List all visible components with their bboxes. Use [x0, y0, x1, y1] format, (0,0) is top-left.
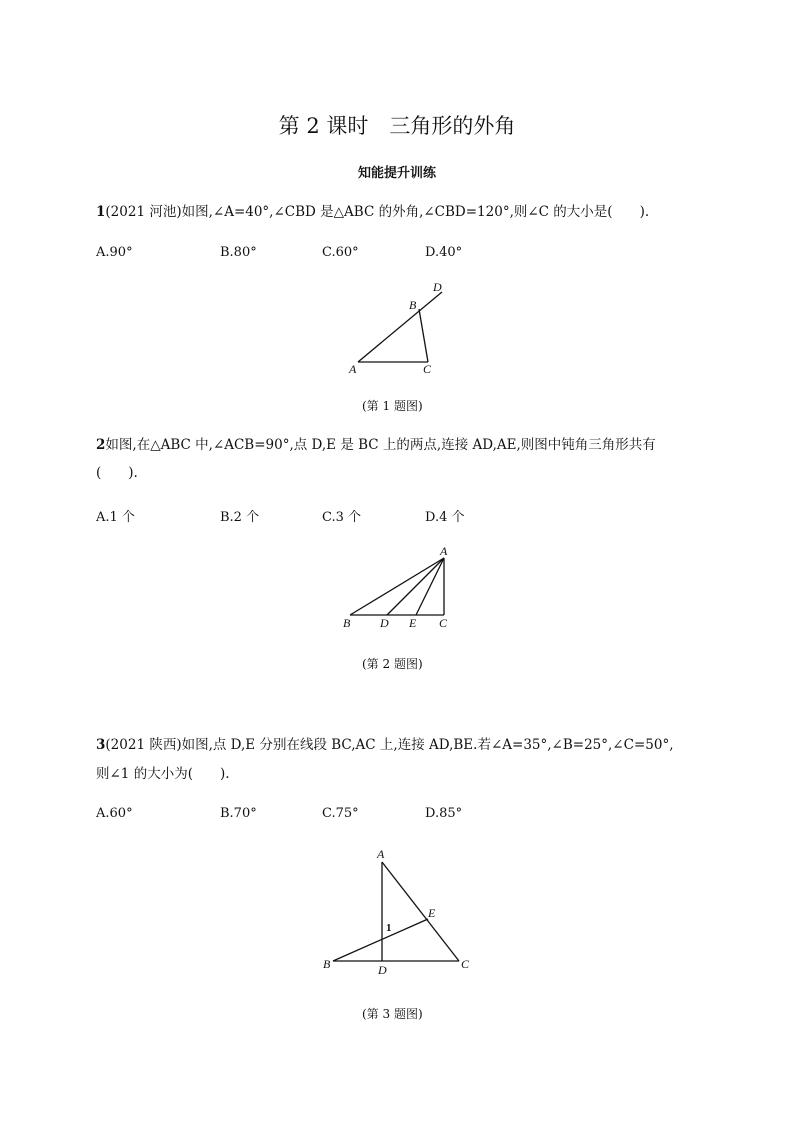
fig3-line-be: [333, 919, 428, 961]
fig1-label-d: D: [433, 280, 442, 294]
question-2-option-c: C.3 个: [322, 510, 362, 525]
question-3-body-line2: 则∠1 的大小为( ).: [96, 766, 230, 782]
question-3-option-a: A.60°: [96, 806, 133, 821]
figure-1-caption: (第 1 题图): [362, 399, 423, 413]
fig2-label-c: C: [439, 616, 448, 630]
question-2-body-line1: 如图,在△ABC 中,∠ACB=90°,点 D,E 是 BC 上的两点,连接 AD,AE,则图中钝角三角形共有: [105, 437, 656, 453]
question-2-option-a: A.1 个: [96, 510, 135, 525]
question-1-body: (2021 河池)如图,∠A=40°,∠CBD 是△ABC 的外角,∠CBD=120°,则∠C 的大小是( ).: [105, 204, 650, 220]
figure-3-caption: (第 3 题图): [362, 1007, 423, 1021]
fig3-label-c: C: [461, 957, 470, 971]
question-2-option-b: B.2 个: [220, 510, 260, 525]
fig1-label-c: C: [423, 362, 432, 376]
fig3-label-d: D: [378, 963, 387, 977]
section-subtitle: 知能提升训练: [357, 166, 436, 181]
question-2-body-line2: ( ).: [96, 465, 138, 481]
question-3-option-d: D.85°: [425, 806, 463, 821]
question-1-option-a: A.90°: [96, 245, 133, 260]
fig3-label-b: B: [323, 957, 331, 971]
question-1-option-b: B.80°: [220, 245, 257, 260]
question-3-option-c: C.75°: [322, 806, 359, 821]
page-title: 第 2 课时 三角形的外角: [278, 114, 516, 138]
question-1-number: 1: [96, 204, 106, 220]
question-1-option-d: D.40°: [425, 245, 463, 260]
question-2-number: 2: [96, 437, 106, 453]
fig3-label-a: A: [377, 847, 385, 861]
fig3-line-ac: [382, 862, 459, 961]
question-3-body-line1: (2021 陕西)如图,点 D,E 分别在线段 BC,AC 上,连接 AD,BE.若∠A=35°,∠B=25°,∠C=50°,: [105, 737, 674, 753]
fig1-label-b: B: [409, 298, 417, 312]
fig2-label-b: B: [343, 616, 351, 630]
fig2-label-d: D: [380, 616, 389, 630]
figure-2-caption: (第 2 题图): [362, 657, 423, 671]
question-2-option-d: D.4 个: [425, 510, 465, 525]
fig2-label-e: E: [409, 616, 417, 630]
fig1-label-a: A: [349, 362, 357, 376]
fig2-label-a: A: [440, 544, 448, 558]
fig3-label-angle-1: 1: [386, 922, 392, 934]
question-3-number: 3: [96, 737, 106, 753]
question-1-option-c: C.60°: [322, 245, 359, 260]
fig3-label-e: E: [428, 906, 436, 920]
question-3-option-b: B.70°: [220, 806, 257, 821]
